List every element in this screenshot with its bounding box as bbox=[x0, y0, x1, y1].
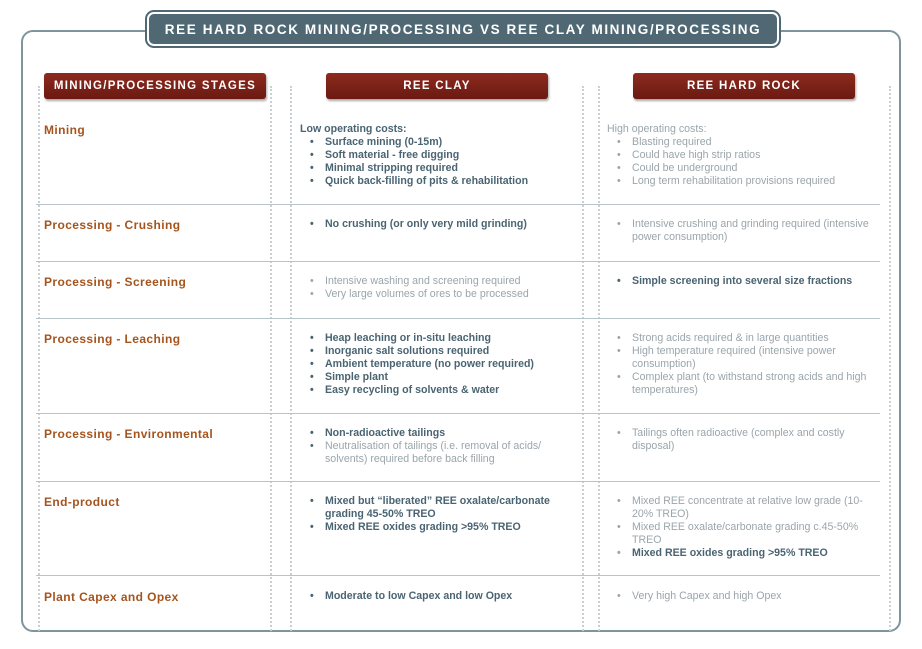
stage-label-end-product: End-product bbox=[44, 495, 120, 509]
list-item: • Moderate to low Capex and low Opex bbox=[300, 590, 585, 603]
list-item: • High temperature required (intensive power consumption) bbox=[607, 345, 883, 371]
list-item: • Blasting required bbox=[607, 136, 883, 149]
list-item: • Quick back-filling of pits & rehabilitation bbox=[300, 175, 585, 188]
list-item: • Tailings often radioactive (complex and costly disposal) bbox=[607, 427, 883, 453]
clay-cell-screening bbox=[300, 275, 585, 301]
rock-lead-text: High operating costs: bbox=[607, 123, 707, 135]
list-item: • Easy recycling of solvents & water bbox=[300, 384, 585, 397]
list-item: • Could have high strip ratios bbox=[607, 149, 883, 162]
rock-cell-crushing bbox=[607, 218, 883, 244]
list-item: • Intensive crushing and grinding required (intensive power consumption) bbox=[607, 218, 883, 244]
list-item: • Neutralisation of tailings (i.e. removal of acids/ solvents) required before back filling bbox=[300, 440, 585, 466]
stage-label-environmental: Processing - Environmental bbox=[44, 427, 214, 441]
list-item: • No crushing (or only very mild grinding) bbox=[300, 218, 585, 231]
list-item: • Strong acids required & in large quantities bbox=[607, 332, 883, 345]
rock-cell-capex-opex bbox=[607, 590, 883, 603]
row-divider bbox=[36, 575, 880, 576]
list-item: • Mixed REE concentrate at relative low grade (10-20% TREO) bbox=[607, 495, 883, 521]
list-item: • Intensive washing and screening required bbox=[300, 275, 585, 288]
stage-label-leaching: Processing - Leaching bbox=[44, 332, 181, 346]
clay-cell-mining bbox=[300, 123, 585, 188]
list-item: • Heap leaching or in-situ leaching bbox=[300, 332, 585, 345]
clay-cell-environmental bbox=[300, 427, 585, 466]
rock-cell-leaching bbox=[607, 332, 883, 397]
list-item: • Non-radioactive tailings bbox=[300, 427, 585, 440]
clay-cell-crushing bbox=[300, 218, 585, 231]
list-item: • Mixed REE oxides grading >95% TREO bbox=[607, 547, 883, 560]
row-divider bbox=[36, 318, 880, 319]
stages-column-header: MINING/PROCESSING STAGES bbox=[44, 73, 266, 99]
list-item: • Minimal stripping required bbox=[300, 162, 585, 175]
stage-label-mining: Mining bbox=[44, 123, 86, 137]
page-title: REE HARD ROCK MINING/PROCESSING VS REE CLAY MINING/PROCESSING bbox=[147, 12, 779, 46]
row-divider bbox=[36, 261, 880, 262]
list-item: • Ambient temperature (no power required) bbox=[300, 358, 585, 371]
clay-cell-end-product bbox=[300, 495, 585, 534]
clay-lead-text: Low operating costs: bbox=[300, 123, 407, 135]
row-divider bbox=[36, 204, 880, 205]
row-divider bbox=[36, 413, 880, 414]
list-item: • Could be underground bbox=[607, 162, 883, 175]
rock-cell-end-product bbox=[607, 495, 883, 560]
rock-column-header: REE HARD ROCK bbox=[633, 73, 855, 99]
stages-column-outline bbox=[38, 86, 272, 631]
list-item: • Soft material - free digging bbox=[300, 149, 585, 162]
clay-cell-leaching bbox=[300, 332, 585, 397]
list-item: • Mixed REE oxalate/carbonate grading c.45-50% TREO bbox=[607, 521, 883, 547]
list-item: • Long term rehabilitation provisions required bbox=[607, 175, 883, 188]
rock-cell-mining bbox=[607, 123, 883, 188]
clay-column-header: REE CLAY bbox=[326, 73, 548, 99]
list-item: • Very high Capex and high Opex bbox=[607, 590, 883, 603]
list-item: • Simple screening into several size fractions bbox=[607, 275, 883, 288]
list-item: • Mixed REE oxides grading >95% TREO bbox=[300, 521, 585, 534]
rock-cell-screening bbox=[607, 275, 883, 288]
stage-label-capex-opex: Plant Capex and Opex bbox=[44, 590, 179, 604]
list-item: • Inorganic salt solutions required bbox=[300, 345, 585, 358]
stage-label-crushing: Processing - Crushing bbox=[44, 218, 181, 232]
list-item: • Surface mining (0-15m) bbox=[300, 136, 585, 149]
list-item: • Complex plant (to withstand strong acids and high temperatures) bbox=[607, 371, 883, 397]
list-item: • Simple plant bbox=[300, 371, 585, 384]
list-item: • Mixed but “liberated” REE oxalate/carbonate grading 45-50% TREO bbox=[300, 495, 585, 521]
rock-cell-environmental bbox=[607, 427, 883, 453]
clay-cell-capex-opex bbox=[300, 590, 585, 603]
stage-label-screening: Processing - Screening bbox=[44, 275, 187, 289]
row-divider bbox=[36, 481, 880, 482]
list-item: • Very large volumes of ores to be processed bbox=[300, 288, 585, 301]
